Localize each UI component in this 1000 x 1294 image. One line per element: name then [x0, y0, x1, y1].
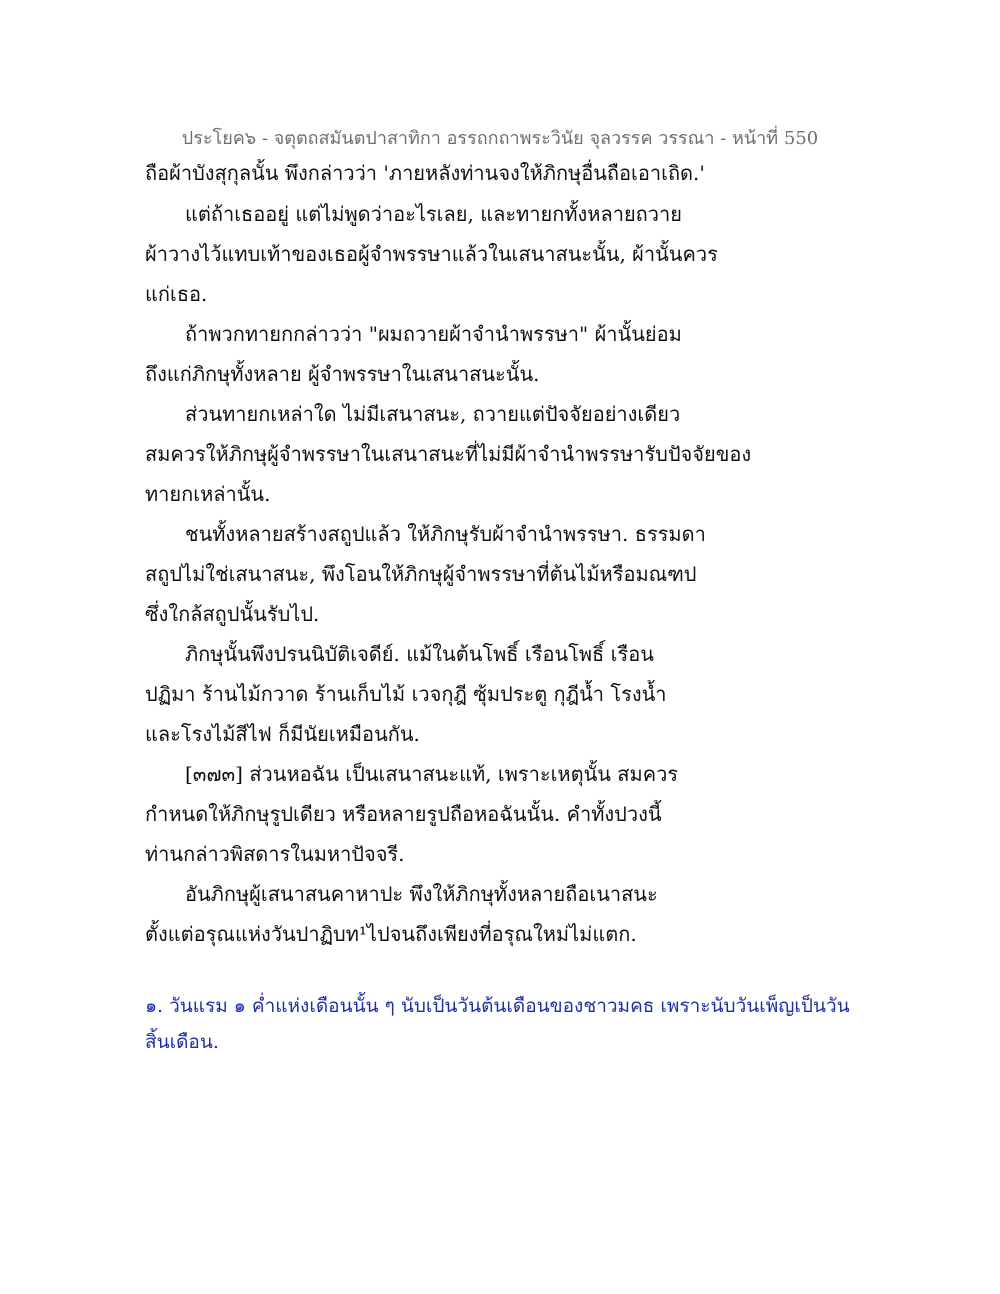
- page-header-text: ประโยค๖ - จตุตถสมันตปาสาทิกา อรรถกถาพระวินัย จุลวรรค วรรณา - หน้าที่ 550: [181, 128, 819, 149]
- body-line-11: สถูปไม่ใช่เสนาสนะ, พึงโอนให้ภิกษุผู้จำพรรษาที่ต้นไม้หรือมณฑป: [145, 562, 697, 586]
- body-line-3: ผ้าวางไว้แทบเท้าของเธอผู้จำพรรษาแล้วในเสนาสนะนั้น, ผ้านั้นควร: [145, 242, 718, 266]
- body-line-10: ชนทั้งหลายสร้างสถูปแล้ว ให้ภิกษุรับผ้าจำนำพรรษา. ธรรมดา: [185, 522, 706, 546]
- footnote-line-2: สิ้นเดือน.: [145, 1031, 219, 1053]
- body-line-12: ซึ่งใกล้สถูปนั้นรับไป.: [145, 602, 320, 626]
- body-line-17: กำหนดให้ภิกษุรูปเดียว หรือหลายรูปถือหอฉันนั้น. คำทั้งปวงนี้: [145, 802, 662, 826]
- body-line-18: ท่านกล่าวพิสดารในมหาปัจจรี.: [145, 842, 405, 866]
- body-line-7: ส่วนทายกเหล่าใด ไม่มีเสนาสนะ, ถวายแต่ปัจจัยอย่างเดียว: [185, 402, 681, 426]
- body-line-1: ถือผ้าบังสุกุลนั้น พึงกล่าวว่า 'ภายหลังท่านจงให้ภิกษุอื่นถือเอาเถิด.': [145, 161, 705, 185]
- footnote-line-1: ๑. วันแรม ๑ ค่ำแห่งเดือนนั้น ๆ นับเป็นวันต้นเดือนของชาวมคธ เพราะนับวันเพ็ญเป็นวัน: [145, 995, 850, 1017]
- body-line-14: ปฏิมา ร้านไม้กวาด ร้านเก็บไม้ เวจกุฎี ซุ้มประตู กุฎีน้ำ โรงน้ำ: [145, 682, 667, 706]
- body-line-8: สมควรให้ภิกษุผู้จำพรรษาในเสนาสนะที่ไม่มีผ้าจำนำพรรษารับปัจจัยของ: [145, 442, 752, 466]
- page-header: [0, 123, 1000, 152]
- body-line-20: ตั้งแต่อรุณแห่งวันปาฏิบท¹ไปจนถึงเพียงที่อรุณใหม่ไม่แตก.: [145, 922, 637, 946]
- body-line-19: อันภิกษุผู้เสนาสนคาหาปะ พึงให้ภิกษุทั้งหลายถือเนาสนะ: [185, 882, 658, 906]
- body-line-15: และโรงไม้สีไฟ ก็มีนัยเหมือนกัน.: [145, 722, 420, 746]
- body-line-5: ถ้าพวกทายกกล่าวว่า "ผมถวายผ้าจำนำพรรษา" ผ้านั้นย่อม: [185, 322, 682, 346]
- body-line-9: ทายกเหล่านั้น.: [145, 482, 271, 506]
- body-line-13: ภิกษุนั้นพึงปรนนิบัติเจดีย์. แม้ในต้นโพธิ์ เรือนโพธิ์ เรือน: [185, 642, 654, 666]
- body-line-2: แต่ถ้าเธออยู่ แต่ไม่พูดว่าอะไรเลย, และทายกทั้งหลายถวาย: [185, 202, 682, 226]
- body-line-16: [๓๗๓] ส่วนหอฉัน เป็นเสนาสนะแท้, เพราะเหตุนั้น สมควร: [185, 762, 679, 786]
- body-line-6: ถึงแก่ภิกษุทั้งหลาย ผู้จำพรรษาในเสนาสนะนั้น.: [145, 362, 540, 386]
- body-line-4: แก่เธอ.: [145, 282, 208, 306]
